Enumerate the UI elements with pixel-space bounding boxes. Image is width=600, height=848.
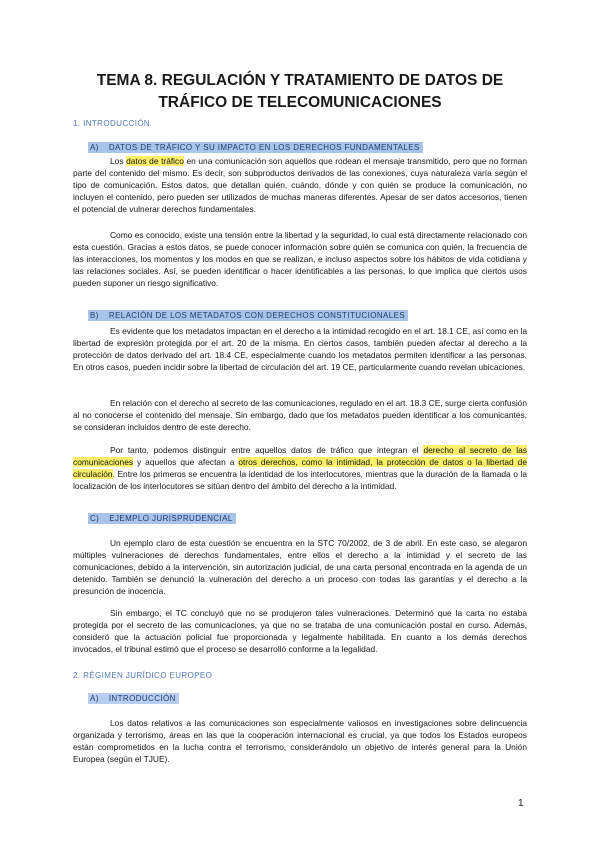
- paragraph-8: Los datos relativos a las comunicaciones son especialmente valiosos en investigaciones sobre delincuencia organizada y terrorismo, áreas en las que la cooperación internacional es crucial, ya que todos los Estados europeos están comprometidos en la lucha contra el terrorismo, considerándolo un objetivo de interés general para la Unión Europea (según el TJUE).: [73, 718, 527, 764]
- paragraph-2: Como es conocido, existe una tensión entre la libertad y la seguridad, lo cual está directamente relacionado con esta cuestión. Gracias a estos datos, se puede conocer información sobre quién se comunica con quién, la frecuencia de las interacciones, los momentos y los modos en que se realizan, e incluso aspectos sobre los hábitos de vida cotidiana y las relaciones sociales. Así, se pueden identificar o hacer identificables a las personas, lo que implica que ciertos usos pueden suponer un riesgo significativo.: [73, 230, 527, 288]
- subsection-letter: C): [90, 514, 100, 523]
- section-heading-regimen: 2. RÉGIMEN JURÍDICO EUROPEO: [73, 671, 213, 680]
- subsection-label: RELACIÓN DE LOS METADATOS CON DERECHOS CONSTITUCIONALES: [108, 311, 406, 320]
- page-number: 1: [518, 798, 524, 809]
- title-line-2: TRÁFICO DE TELECOMUNICACIONES: [158, 94, 442, 111]
- subsection-letter: B): [90, 311, 99, 320]
- subsection-heading-metadatos: [88, 311, 408, 320]
- subsection-highlight: [88, 310, 408, 321]
- paragraph-6: Un ejemplo claro de esta cuestión se encuentra en la STC 70/2002, de 3 de abril. En este caso, se alegaron múltiples vulneraciones de derechos fundamentales, entre ellos el derecho a la intimidad y el secreto de las comunicaciones, debido a la intervención, sin autorización judicial, de una carta personal encontrada en la agenda de un detenido. También se denunció la vulneración del derecho a un proceso con todas las garantías y el derecho a la presunción de inocencia.: [73, 538, 527, 596]
- subsection-label: DATOS DE TRÁFICO Y SU IMPACTO EN LOS DERECHOS FUNDAMENTALES: [108, 143, 420, 152]
- subsection-heading-jurisprudencial: [88, 514, 236, 523]
- subsection-letter: A): [90, 694, 99, 703]
- paragraph-1: [73, 155, 527, 215]
- document-title: [60, 70, 540, 114]
- section-heading-introduccion: 1. INTRODUCCIÓN: [73, 119, 151, 128]
- highlighted-text: otros derechos, como la intimidad, la protección de datos o la libertad de circulación: [73, 457, 527, 479]
- title-line-1: TEMA 8. REGULACIÓN Y TRATAMIENTO DE DATOS DE: [96, 72, 504, 89]
- paragraph-text: y aquellos que afectan a: [133, 457, 239, 467]
- paragraph-text: . Entre los primeros se encuentra la identidad de los interlocutores, mientras que la duración de la llamada o la localización de los interlocutores se sitúan dentro del ámbito del derecho a la intimidad.: [73, 469, 527, 491]
- paragraph-5: [73, 444, 527, 492]
- highlighted-text: derecho al secreto de las comunicaciones: [73, 445, 527, 467]
- subsection-letter: A): [90, 143, 99, 152]
- subsection-highlight: [88, 693, 179, 704]
- subsection-highlight: [88, 142, 423, 153]
- subsection-label: EJEMPLO JURISPRUDENCIAL: [109, 514, 233, 523]
- paragraph-4: En relación con el derecho al secreto de las comunicaciones, regulado en el art. 18.3 CE, surge cierta confusión al no conocerse el contenido del mensaje. Sin embargo, dado que los metadatos pueden identificar a los comunicantes, se consideran incluidos dentro de este derecho.: [73, 398, 527, 432]
- paragraph-text: Por tanto, podemos distinguir entre aquellos datos de tráfico que integran el: [110, 445, 424, 455]
- subsection-heading-introduccion: [88, 694, 179, 703]
- subsection-highlight: [88, 513, 236, 524]
- paragraph-text: en una comunicación son aquellos que rodean el mensaje transmitido, pero que no forman parte del contenido del mismo. Es decir, son subproductos derivados de las conexiones, cuya naturaleza varía según el tipo de comunicación. Estos datos, que detallan quién, cuándo, dónde y con quién se produce la comunicación, no incluyen el contenido, pero pueden ser utilizados de muchas maneras diferentes. Apesar de ser datos accesorios, tienen el potencial de vulnerar derechos fundamentales.: [73, 156, 527, 214]
- paragraph-3: Es evidente que los metadatos impactan en el derecho a la intimidad recogido en el art. 18.1 CE, así como en la libertad de expresión protegida por el art. 20 de la misma. En ciertos casos, también pueden afectar al derecho a la protección de datos derivado del art. 18.4 CE, especialmente cuando los metadatos permiten identificar a las personas. En otros casos, pueden incidir sobre la libertad de circulación del art. 19 CE, particularmente cuando revelan ubicaciones.: [73, 326, 527, 372]
- subsection-heading-datos-trafico: [88, 143, 423, 152]
- highlighted-text: datos de tráfico: [126, 156, 184, 166]
- paragraph-7: Sin embargo, el TC concluyó que no se produjeron tales vulneraciones. Determinó que la carta no estaba protegida por el secreto de las comunicaciones, ya que no se trataba de una comunicación postal en curso. Además, consideró que la actuación policial fue proporcionada y legalmente habilitada. En cuanto a los demás derechos invocados, el tribunal estimó que el proceso se desarrolló conforme a la legalidad.: [73, 608, 527, 654]
- paragraph-text: Los: [110, 156, 127, 166]
- subsection-label: INTRODUCCIÓN: [108, 694, 176, 703]
